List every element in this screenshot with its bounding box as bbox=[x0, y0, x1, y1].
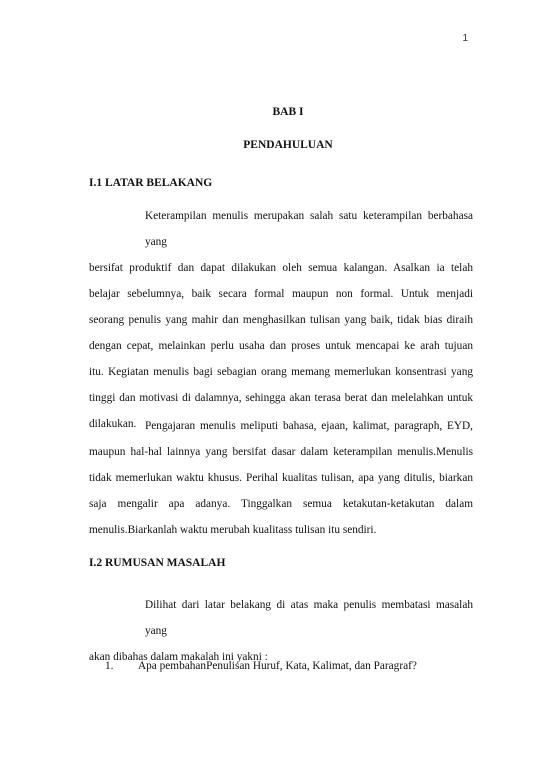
text-line: itu. Kegiatan menulis bagi sebagian orang memang memerlukan konsentrasi yang bbox=[89, 366, 473, 378]
text-line: belajar sebelumnya, baik secara formal maupun non formal. Untuk menjadi bbox=[89, 288, 473, 300]
text-line: akan dibahas dalam makalah ini yakni : bbox=[89, 651, 268, 663]
section-heading-rumusan-masalah: I.2 RUMUSAN MASALAH bbox=[89, 557, 226, 569]
text-line: Pengajaran menulis meliputi bahasa, ejaan, kalimat, paragraph, EYD, bbox=[145, 420, 473, 432]
paragraph-latar-belakang-1 bbox=[89, 203, 473, 437]
text-line: Dilihat dari latar belakang di atas maka penulis membatasi masalah yang bbox=[145, 599, 473, 637]
text-line: dengan cepat, melainkan perlu usaha dan proses untuk mencapai ke arah tujuan bbox=[89, 340, 473, 352]
list-number: 1. bbox=[105, 660, 114, 672]
text-line: seorang penulis yang mahir dan menghasilkan tulisan yang baik, tidak bias diraih bbox=[89, 314, 473, 326]
text-line: menulis.Biarkanlah waktu merubah kualitass tulisan itu sendiri. bbox=[89, 524, 377, 536]
text-line: tidak memerlukan waktu khusus. Perihal kualitas tulisan, apa yang ditulis, biarkan bbox=[89, 472, 473, 484]
section-heading-latar-belakang: I.1 LATAR BELAKANG bbox=[89, 177, 213, 189]
text-line: maupun hal-hal lainnya yang bersifat dasar dalam keterampilan menulis.Menulis bbox=[89, 446, 473, 458]
text-line: saja mengalir apa adanya. Tinggalkan semua ketakutan-ketakutan dalam bbox=[89, 498, 473, 510]
paragraph-rumusan-masalah bbox=[89, 592, 473, 670]
text-line: Keterampilan menulis merupakan salah satu keterampilan berbahasa yang bbox=[145, 210, 473, 248]
page-number: 1 bbox=[462, 33, 468, 44]
text-line: bersifat produktif dan dapat dilakukan oleh semua kalangan. Asalkan ia telah bbox=[89, 262, 473, 274]
list-item bbox=[105, 660, 417, 672]
paragraph-latar-belakang-2 bbox=[89, 413, 473, 543]
chapter-label: BAB I bbox=[272, 106, 304, 118]
list-text: Apa pembahanPenulisan Huruf, Kata, Kalimat, dan Paragraf? bbox=[138, 660, 417, 672]
text-line: dilakukan. bbox=[89, 418, 137, 430]
chapter-title: PENDAHULUAN bbox=[243, 139, 333, 151]
text-line: tinggi dan motivasi di dalamnya, sehingga akan terasa berat dan melelahkan untuk bbox=[89, 392, 473, 404]
